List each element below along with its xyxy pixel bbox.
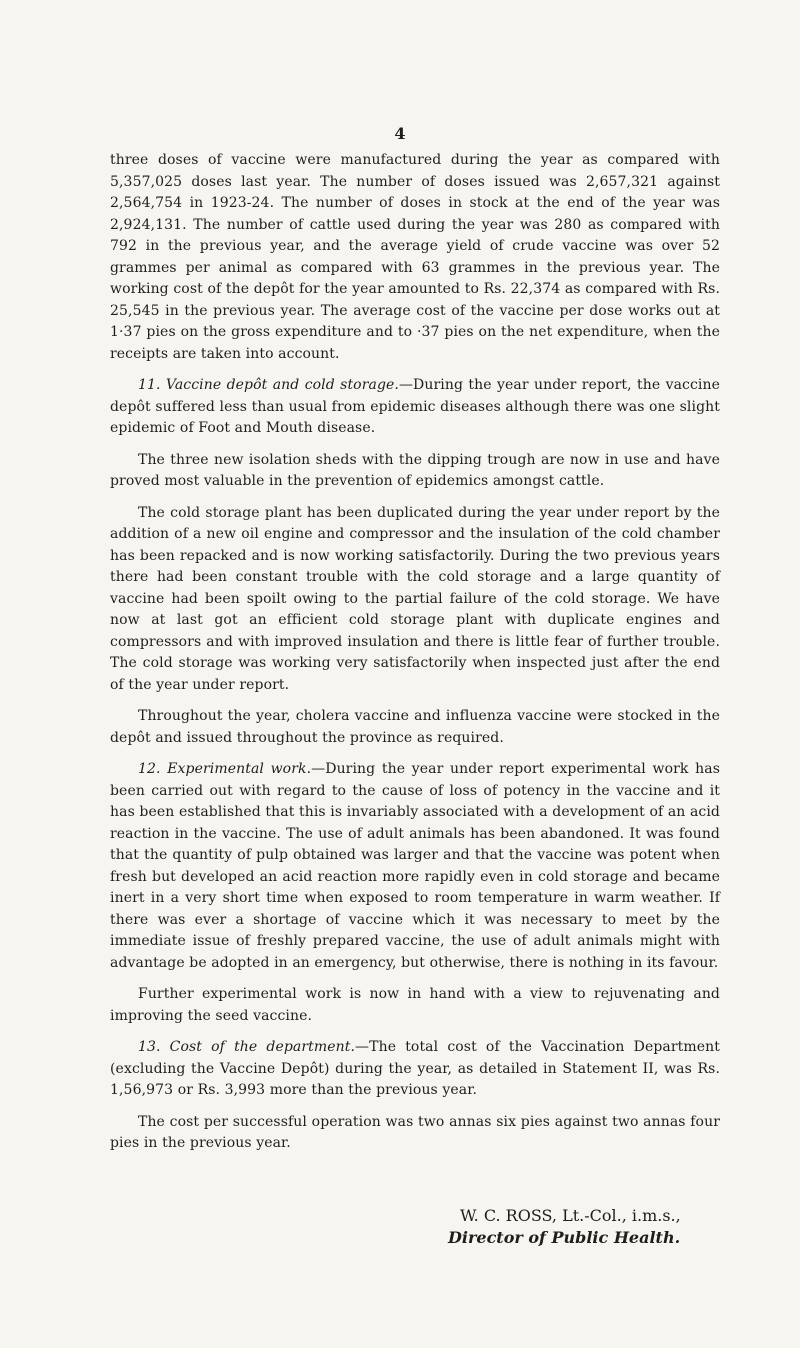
signature-block [420, 1205, 720, 1249]
paragraph-text: The three new isolation sheds with the dipping trough are now in use and have proved most valuable in the prevention of epidemics amongst cattle. [110, 451, 720, 489]
paragraph-text: three doses of vaccine were manufactured during the year as compared with 5,357,025 doses last year. The number of doses issued was 2,657,321 against 2,564,754 in 1923-24. The number of doses in stock at the end of the year was 2,924,131. The number of cattle used during the year was 280 as compared with 792 in the previous year, and the average yield of crude vaccine was over 52 grammes per animal as compared with 63 grammes in the previous year. The working cost of the depôt for the year amounted to Rs. 22,374 as compared with Rs. 25,545 in the previous year. The average cost of the vaccine per dose works out at 1·37 pies on the gross expenditure and to ·37 pies on the net expenditure, when the receipts are taken into account. [110, 152, 720, 362]
body-text [110, 150, 720, 1165]
page-number: 4 [394, 124, 406, 143]
paragraph-7 [110, 984, 720, 1027]
signatory-name: W. C. ROSS, Lt.-Col., i.m.s., [460, 1206, 681, 1225]
paragraph-3 [110, 450, 720, 493]
paragraph-text: —During the year under report experimental work has been carried out with regard to the cause of loss of potency in the vaccine and it has been established that this is invariably associated with a development of an acid reaction in the vaccine. The use of adult animals has been abandoned. It was found that the quantity of pulp obtained was larger and that the vaccine was potent when fresh but developed an acid reaction more rapidly even in cold storage and became inert in a very short time when exposed to room temperature in warm weather. If there was ever a shortage of vaccine which it was necessary to meet by the immediate issue of freshly prepared vaccine, the use of adult animals might with advantage be adopted in an emergency, but otherwise, there is nothing in its favour. [110, 761, 720, 971]
paragraph-2 [110, 375, 720, 440]
paragraph-text: Further experimental work is now in hand with a view to rejuvenating and improving the seed vaccine. [110, 986, 720, 1024]
paragraph-text: —During the year under report, the vaccine depôt suffered less than usual from epidemic diseases although there was one slight epidemic of Foot and Mouth disease. [110, 377, 720, 436]
section-heading-12: 12. Experimental work. [138, 761, 312, 777]
paragraph-4 [110, 503, 720, 697]
section-heading-13: 13. Cost of the department. [138, 1039, 356, 1055]
paragraph-text: The cost per successful operation was two annas six pies against two annas four pies in the previous year. [110, 1113, 720, 1151]
paragraph-1 [110, 150, 720, 365]
paragraph-text: Throughout the year, cholera vaccine and influenza vaccine were stocked in the depôt and issued throughout the province as required. [110, 708, 720, 746]
paragraph-9 [110, 1112, 720, 1155]
paragraph-text: —The total cost of the Vaccination Department (excluding the Vaccine Depôt) during the year, as detailed in Statement II, was Rs. 1,56,973 or Rs. 3,993 more than the previous year. [110, 1039, 720, 1098]
paragraph-8 [110, 1037, 720, 1102]
section-heading-11: 11. Vaccine depôt and cold storage. [138, 377, 399, 393]
paragraph-text: The cold storage plant has been duplicated during the year under report by the addition of a new oil engine and compressor and the insulation of the cold chamber has been repacked and is now working satisfactorily. During the two previous years there had been constant trouble with the cold storage and a large quantity of vaccine had been spoilt owing to the partial failure of the cold storage. We have now at last got an efficient cold storage plant with duplicate engines and compressors and with improved insulation and there is little fear of further trouble. The cold storage was working very satisfactorily when inspected just after the end of the year under report. [110, 504, 720, 693]
paragraph-5 [110, 706, 720, 749]
signatory-title: Director of Public Health. [448, 1228, 681, 1247]
paragraph-6 [110, 759, 720, 974]
